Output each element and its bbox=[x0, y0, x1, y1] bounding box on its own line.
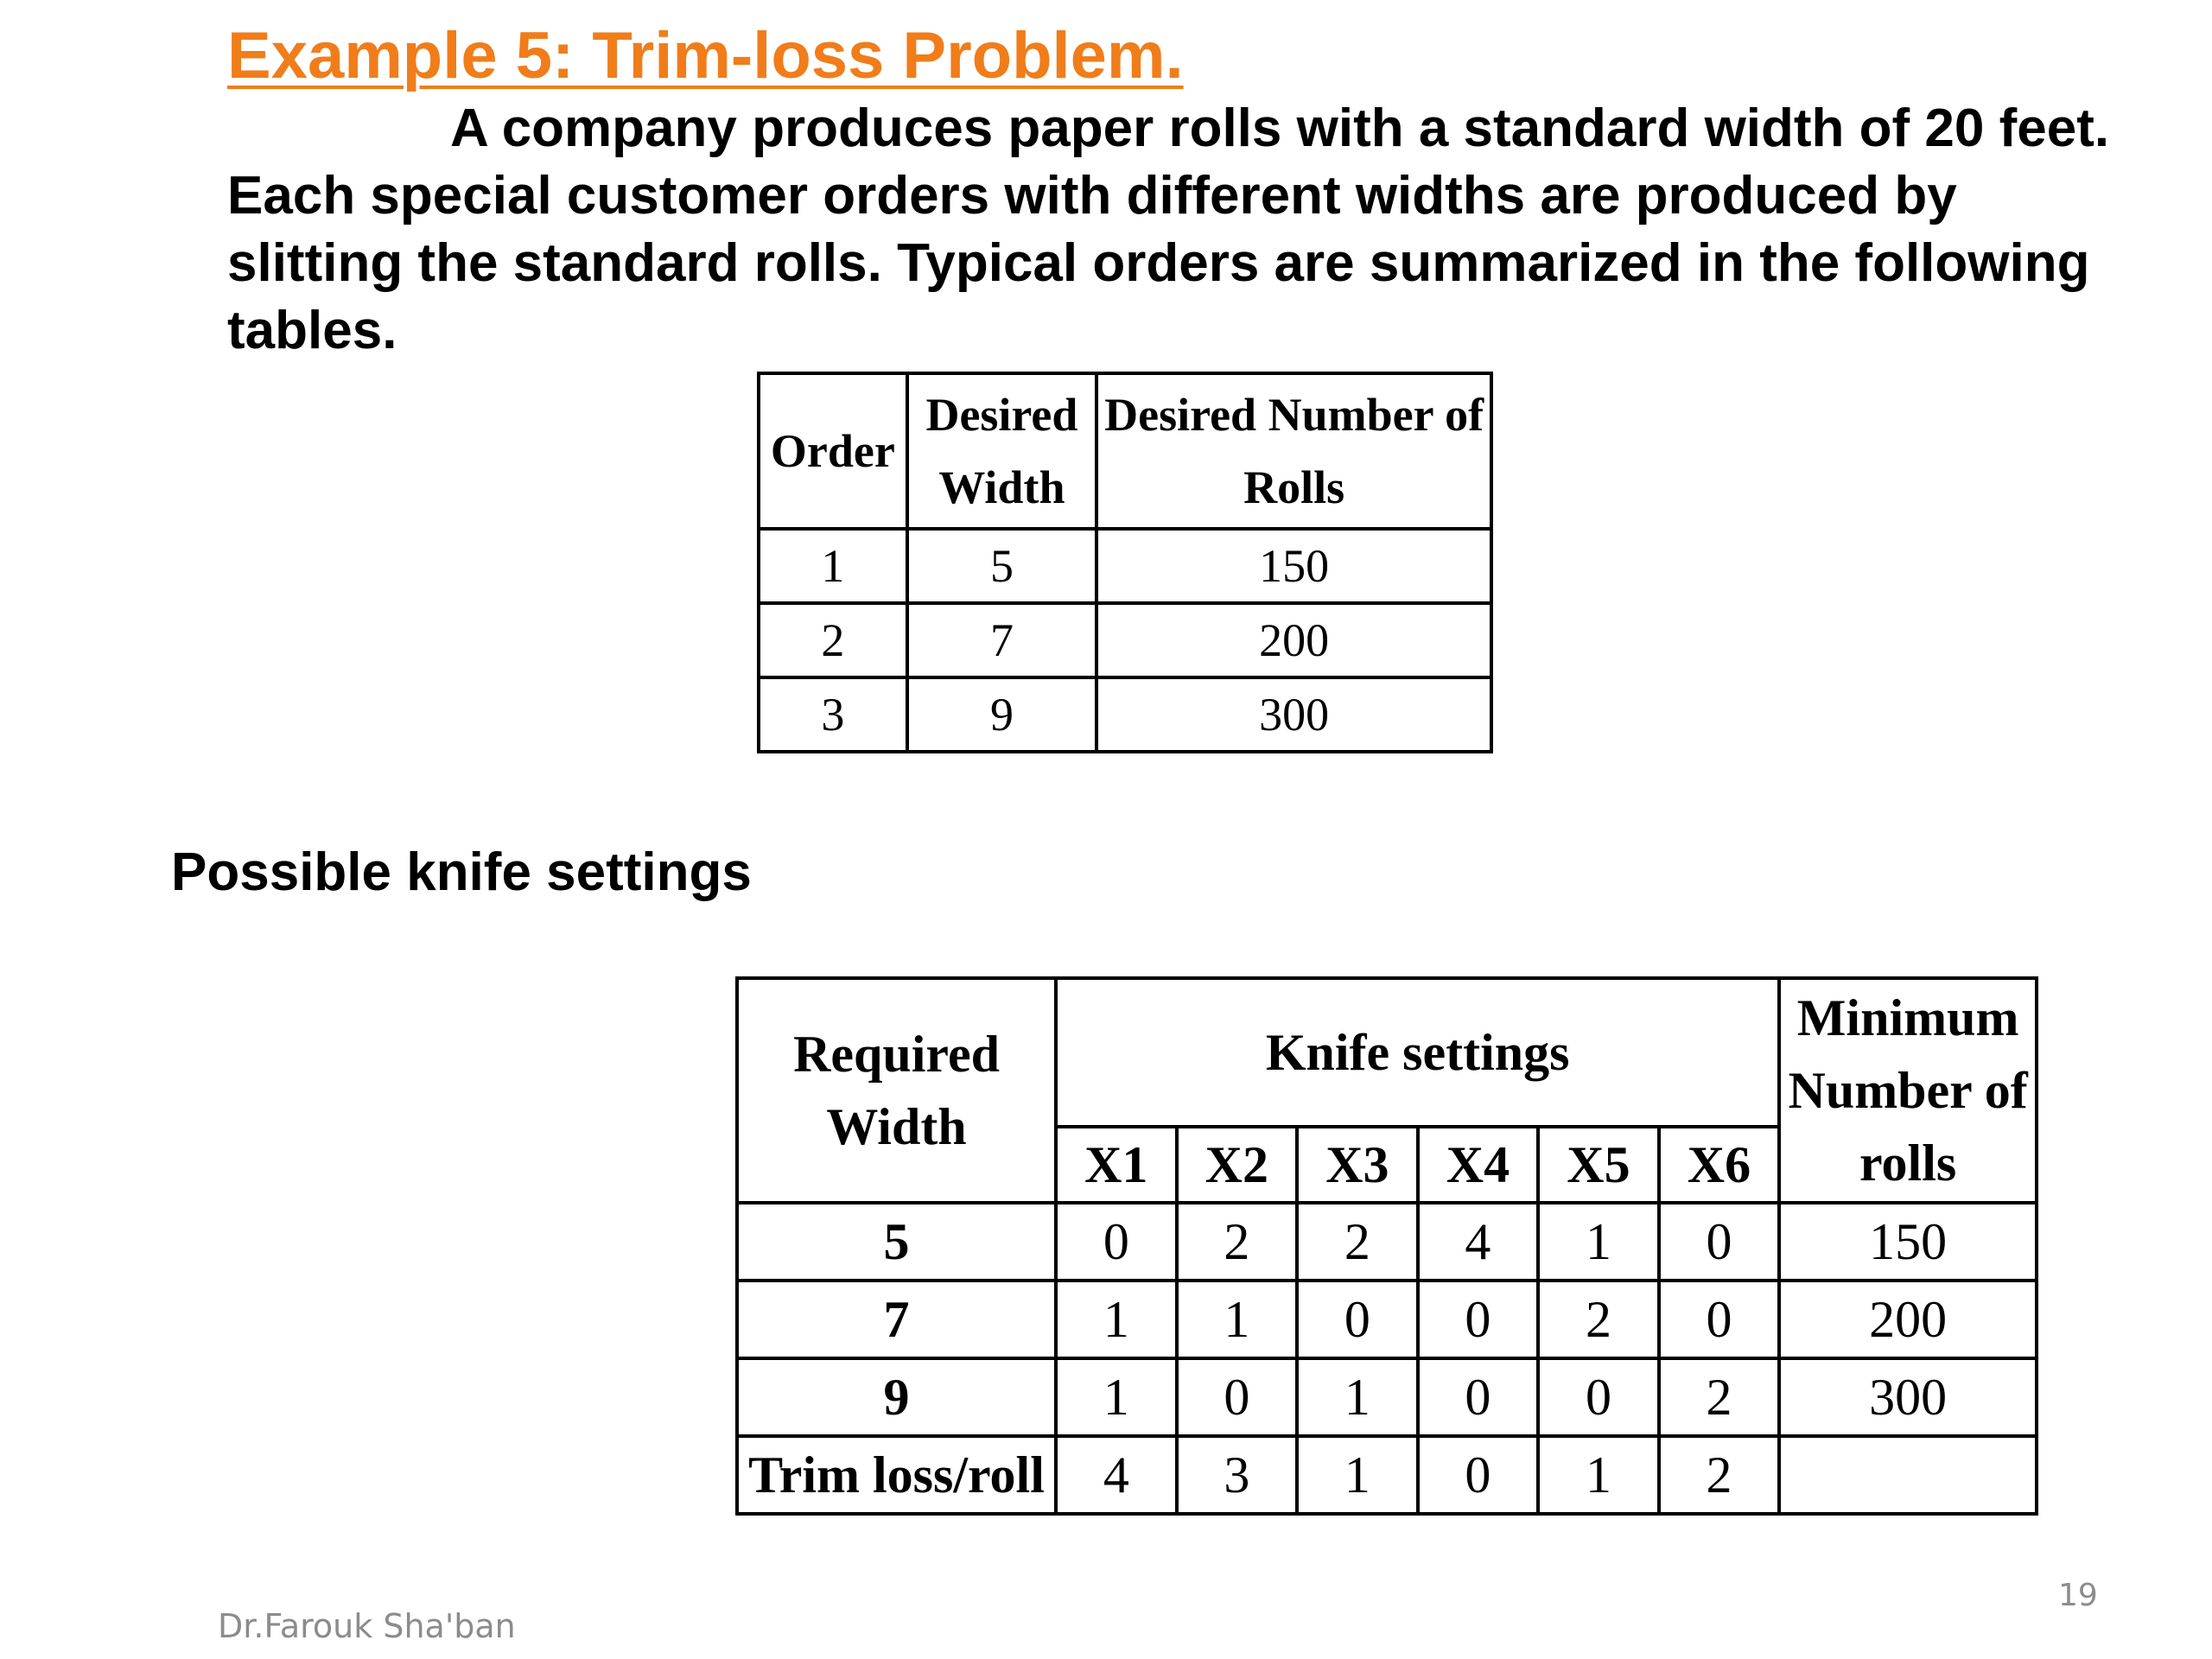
setting-cell: 3 bbox=[1177, 1436, 1298, 1514]
intro-paragraph: A company produces paper rolls with a standard width of 20 feet. Each special customer orders with different widths are produced by slitting the standard rolls. Typical orders are summarized in the following tables. bbox=[227, 99, 2110, 360]
setting-cell: 0 bbox=[1418, 1436, 1539, 1514]
row-label: 5 bbox=[737, 1203, 1056, 1281]
min-rolls-cell: 300 bbox=[1779, 1358, 2037, 1436]
rolls-cell: 300 bbox=[1096, 677, 1491, 752]
header-x4: X4 bbox=[1418, 1127, 1539, 1203]
min-rolls-cell: 200 bbox=[1779, 1281, 2037, 1358]
setting-cell: 1 bbox=[1297, 1436, 1418, 1514]
header-x2: X2 bbox=[1177, 1127, 1298, 1203]
setting-cell: 2 bbox=[1297, 1203, 1418, 1281]
order-cell: 1 bbox=[759, 529, 907, 603]
table-row bbox=[737, 1436, 2037, 1514]
setting-cell: 4 bbox=[1418, 1203, 1539, 1281]
header-desired-rolls: Desired Number of Rolls bbox=[1096, 373, 1491, 529]
knife-settings-table bbox=[735, 976, 2038, 1516]
header-x5: X5 bbox=[1538, 1127, 1659, 1203]
setting-cell: 2 bbox=[1659, 1358, 1780, 1436]
table-row bbox=[737, 1203, 2037, 1281]
rolls-cell: 200 bbox=[1096, 603, 1491, 677]
order-cell: 2 bbox=[759, 603, 907, 677]
min-rolls-cell bbox=[1779, 1436, 2037, 1514]
header-order: Order bbox=[759, 373, 907, 529]
setting-cell: 0 bbox=[1418, 1358, 1539, 1436]
setting-cell: 0 bbox=[1056, 1203, 1177, 1281]
row-label: Trim loss/roll bbox=[737, 1436, 1056, 1514]
setting-cell: 1 bbox=[1056, 1358, 1177, 1436]
setting-cell: 0 bbox=[1418, 1281, 1539, 1358]
rolls-cell: 150 bbox=[1096, 529, 1491, 603]
header-min-rolls: Minimum Number of rolls bbox=[1779, 978, 2037, 1203]
table-row bbox=[759, 677, 1491, 752]
setting-cell: 0 bbox=[1297, 1281, 1418, 1358]
width-cell: 7 bbox=[907, 603, 1097, 677]
setting-cell: 0 bbox=[1659, 1281, 1780, 1358]
header-required-width: Required Width bbox=[737, 978, 1056, 1203]
knife-settings-heading: Possible knife settings bbox=[171, 842, 752, 902]
orders-table bbox=[757, 372, 1493, 753]
slide-title: Example 5: Trim-loss Problem. bbox=[227, 19, 1184, 92]
table-row bbox=[759, 603, 1491, 677]
header-desired-width: Desired Width bbox=[907, 373, 1097, 529]
table-row bbox=[737, 1281, 2037, 1358]
setting-cell: 1 bbox=[1538, 1203, 1659, 1281]
width-cell: 5 bbox=[907, 529, 1097, 603]
min-rolls-cell: 150 bbox=[1779, 1203, 2037, 1281]
setting-cell: 1 bbox=[1297, 1358, 1418, 1436]
page-number: 19 bbox=[2058, 1578, 2098, 1613]
header-x1: X1 bbox=[1056, 1127, 1177, 1203]
setting-cell: 0 bbox=[1659, 1203, 1780, 1281]
setting-cell: 2 bbox=[1177, 1203, 1298, 1281]
author-footer: Dr.Farouk Sha'ban bbox=[218, 1607, 516, 1645]
header-x3: X3 bbox=[1297, 1127, 1418, 1203]
setting-cell: 2 bbox=[1538, 1281, 1659, 1358]
setting-cell: 1 bbox=[1177, 1281, 1298, 1358]
order-cell: 3 bbox=[759, 677, 907, 752]
header-x6: X6 bbox=[1659, 1127, 1780, 1203]
row-label: 9 bbox=[737, 1358, 1056, 1436]
table-row bbox=[737, 1358, 2037, 1436]
header-knife-settings: Knife settings bbox=[1056, 978, 1779, 1127]
setting-cell: 1 bbox=[1538, 1436, 1659, 1514]
row-label: 7 bbox=[737, 1281, 1056, 1358]
setting-cell: 4 bbox=[1056, 1436, 1177, 1514]
setting-cell: 2 bbox=[1659, 1436, 1780, 1514]
setting-cell: 0 bbox=[1538, 1358, 1659, 1436]
table-row bbox=[759, 529, 1491, 603]
setting-cell: 1 bbox=[1056, 1281, 1177, 1358]
setting-cell: 0 bbox=[1177, 1358, 1298, 1436]
width-cell: 9 bbox=[907, 677, 1097, 752]
